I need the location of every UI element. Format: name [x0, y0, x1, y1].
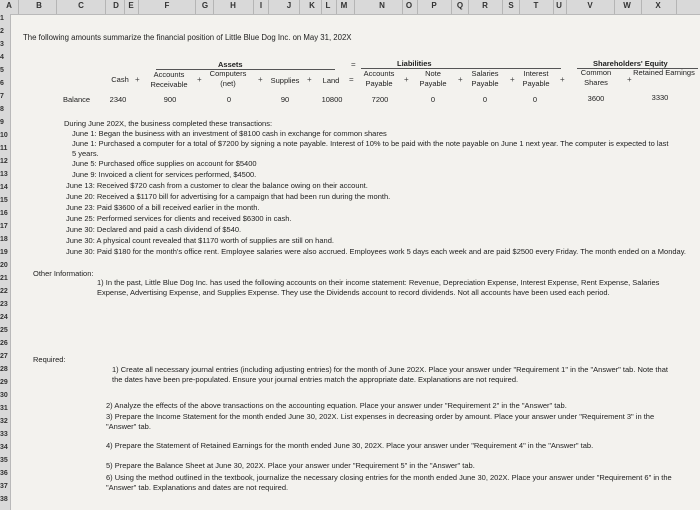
transaction-line: June 1: Began the business with an investment of $8100 cash in exchange for common shares	[72, 129, 387, 138]
column-header-i[interactable]: I	[259, 1, 263, 10]
column-divider[interactable]	[18, 0, 19, 14]
worksheet-area[interactable]	[11, 15, 700, 510]
note-payable-header: Note Payable	[419, 69, 447, 88]
equity-heading: Shareholders' Equity	[593, 59, 668, 68]
column-divider[interactable]	[614, 0, 615, 14]
row-header[interactable]: 22	[0, 288, 8, 295]
plus-sign: +	[197, 75, 202, 84]
equals-sign: =	[349, 75, 354, 84]
column-header-v[interactable]: V	[587, 1, 593, 10]
row-header[interactable]: 33	[0, 431, 8, 438]
row-header[interactable]: 9	[0, 119, 4, 126]
assets-heading: Assets	[218, 60, 243, 69]
row-header[interactable]: 14	[0, 184, 8, 191]
supplies-header: Supplies	[270, 76, 300, 85]
row-header[interactable]: 17	[0, 223, 8, 230]
transaction-line: June 30: A physical count revealed that $1170 worth of supplies are still on hand.	[66, 236, 334, 245]
balance-label: Balance	[63, 95, 91, 104]
column-header-s[interactable]: S	[508, 1, 514, 10]
row-header[interactable]: 7	[0, 93, 4, 100]
row-header[interactable]: 5	[0, 67, 4, 74]
other-information-text: 1) In the past, Little Blue Dog Inc. has used the following accounts on their income statement: Revenue, Depreciation Expense, Interest Expense, Rent Expense, Salaries Expense, Advertising Expense, and Supplies Expense. They use the Dividends account to record dividends. Not all accounts have been used each period.	[97, 278, 660, 297]
row-header[interactable]: 23	[0, 301, 8, 308]
column-divider[interactable]	[417, 0, 418, 14]
row-header[interactable]: 29	[0, 379, 8, 386]
column-divider[interactable]	[641, 0, 642, 14]
row-header[interactable]: 8	[0, 106, 4, 113]
row-header[interactable]: 24	[0, 314, 8, 321]
row-header[interactable]: 13	[0, 171, 8, 178]
row-header[interactable]: 19	[0, 249, 8, 256]
other-information-label: Other Information:	[33, 269, 94, 278]
row-header[interactable]: 20	[0, 262, 8, 269]
row-header[interactable]: 34	[0, 444, 8, 451]
transaction-line: June 13: Received $720 cash from a customer to clear the balance owing on their account.	[66, 181, 368, 190]
retained-earnings-balance-cell[interactable]: 3330	[651, 93, 669, 102]
row-header[interactable]: 2	[0, 28, 4, 35]
row-header[interactable]: 10	[0, 132, 8, 139]
row-header[interactable]: 21	[0, 275, 8, 282]
column-header-h[interactable]: H	[230, 1, 236, 10]
column-header-w[interactable]: W	[623, 1, 631, 10]
column-header-p[interactable]: P	[431, 1, 437, 10]
row-header[interactable]: 3	[0, 41, 4, 48]
column-header-c[interactable]: C	[78, 1, 84, 10]
sp-balance-cell[interactable]: 0	[482, 95, 488, 104]
common-shares-balance-cell[interactable]: 3600	[587, 94, 605, 103]
equals-sign: =	[351, 60, 356, 69]
transaction-line: June 30: Declared and paid a cash dividend of $540.	[66, 225, 242, 234]
column-header-a[interactable]: A	[6, 1, 12, 10]
plus-sign: +	[627, 75, 632, 84]
transaction-line: June 30: Paid $180 for the month's office rent. Employee salaries were also accrued. Employees work 5 days each week and are paid $2500 every Friday. The month ended on a Monday.	[66, 247, 686, 256]
row-header[interactable]: 26	[0, 340, 8, 347]
row-header[interactable]: 11	[0, 145, 8, 152]
computers-balance-cell[interactable]: 0	[226, 95, 232, 104]
transaction-line: June 5: Purchased office supplies on account for $5400	[72, 159, 257, 168]
column-header-j[interactable]: J	[286, 1, 292, 10]
ip-balance-cell[interactable]: 0	[532, 95, 538, 104]
column-header-d[interactable]: D	[113, 1, 119, 10]
row-header[interactable]: 30	[0, 392, 8, 399]
column-divider[interactable]	[268, 0, 269, 14]
column-divider[interactable]	[213, 0, 214, 14]
column-divider[interactable]	[299, 0, 300, 14]
ar-balance-cell[interactable]: 900	[163, 95, 177, 104]
requirement-item: 3) Prepare the Income Statement for the month ended June 30, 202X. List expenses in decreasing order by amount. Place your answer under "Requirement 3" in the "Answer" tab.	[106, 412, 655, 431]
requirement-item: 4) Prepare the Statement of Retained Earnings for the month ended June 30, 202X. Place your answer under "Requirement 4" in the "Answer" tab.	[106, 441, 594, 450]
plus-sign: +	[135, 75, 140, 84]
row-header[interactable]: 4	[0, 54, 4, 61]
plus-sign: +	[258, 75, 263, 84]
column-divider[interactable]	[502, 0, 503, 14]
row-header[interactable]: 12	[0, 158, 8, 165]
column-header-t[interactable]: T	[533, 1, 539, 10]
plus-sign: +	[458, 75, 463, 84]
requirement-item: 6) Using the method outlined in the textbook, journalize the necessary closing entries for the month ended June 30, 202X. Place your answer under "Requirement 6" in the "Answer" tab. Explanations and dates are not required.	[106, 473, 672, 492]
row-header[interactable]: 1	[0, 15, 4, 22]
column-divider[interactable]	[195, 0, 196, 14]
plus-sign: +	[307, 75, 312, 84]
accounts-receivable-header: Accounts Receivable	[150, 70, 188, 89]
requirement-item: 2) Analyze the effects of the above transactions on the accounting equation. Place your answer under "Requirement 2" in the "Answer" tab.	[106, 401, 567, 410]
accounts-payable-header: Accounts Payable	[363, 69, 395, 88]
computers-header: Computers (net)	[209, 69, 247, 88]
column-divider[interactable]	[451, 0, 452, 14]
column-header-u[interactable]: U	[556, 1, 562, 10]
intro-text: The following amounts summarize the financial position of Little Blue Dog Inc. on May 31, 202X	[23, 33, 352, 42]
column-header-bar	[0, 0, 700, 15]
row-header[interactable]: 18	[0, 236, 8, 243]
column-divider[interactable]	[105, 0, 106, 14]
row-header[interactable]: 35	[0, 457, 8, 464]
column-divider[interactable]	[566, 0, 567, 14]
plus-sign: +	[404, 75, 409, 84]
transactions-intro: During June 202X, the business completed these transactions:	[64, 119, 273, 128]
retained-earnings-header: Retained Earnings	[633, 68, 695, 77]
row-header[interactable]: 38	[0, 496, 8, 503]
row-header[interactable]: 6	[0, 80, 4, 87]
column-header-q[interactable]: Q	[456, 1, 464, 10]
cash-balance-cell[interactable]: 2340	[109, 95, 127, 104]
column-header-m[interactable]: M	[340, 1, 348, 10]
transaction-line: June 23: Paid $3600 of a bill received earlier in the month.	[66, 203, 260, 212]
column-header-o[interactable]: O	[405, 1, 413, 10]
row-header[interactable]: 16	[0, 210, 8, 217]
cash-header: Cash	[111, 75, 129, 84]
transaction-line: June 20: Received a $1170 bill for advertising for a campaign that had been run during the month.	[66, 192, 391, 201]
row-header[interactable]: 32	[0, 418, 8, 425]
salaries-payable-header: Salaries Payable	[471, 69, 499, 88]
column-divider[interactable]	[56, 0, 57, 14]
land-header: Land	[322, 76, 340, 85]
column-header-e[interactable]: E	[128, 1, 134, 10]
required-label: Required:	[33, 355, 66, 364]
row-header[interactable]: 37	[0, 483, 8, 490]
interest-payable-header: Interest Payable	[522, 69, 550, 88]
land-balance-cell[interactable]: 10800	[321, 95, 343, 104]
column-header-k[interactable]: K	[309, 1, 315, 10]
np-balance-cell[interactable]: 0	[430, 95, 436, 104]
common-shares-header: Common Shares	[580, 68, 612, 87]
transaction-line: June 9: Invoiced a client for services performed, $4500.	[72, 170, 257, 179]
row-header[interactable]: 28	[0, 366, 8, 373]
transaction-line: June 1: Purchased a computer for a total of $7200 by signing a note payable. Interest of 10% to be paid with the note payable on June 1 next year. The computer is expected to last 5 years.	[72, 139, 669, 158]
row-header[interactable]: 25	[0, 327, 8, 334]
row-header-bar	[0, 14, 11, 510]
column-divider[interactable]	[138, 0, 139, 14]
column-divider[interactable]	[519, 0, 520, 14]
column-divider[interactable]	[676, 0, 677, 14]
column-header-n[interactable]: N	[379, 1, 385, 10]
requirement-item: 1) Create all necessary journal entries (including adjusting entries) for the month of June 202X. Place your answer under "Requirement 1" in the "Answer" tab. Note that the dates have been pre-populated. Ensure your journal entries match the appropriate date. Explanations are not required.	[112, 365, 668, 384]
ap-balance-cell[interactable]: 7200	[371, 95, 389, 104]
plus-sign: +	[560, 75, 565, 84]
transaction-line: June 25: Performed services for clients and received $6300 in cash.	[66, 214, 292, 223]
column-header-r[interactable]: R	[482, 1, 488, 10]
row-header[interactable]: 27	[0, 353, 8, 360]
column-divider[interactable]	[468, 0, 469, 14]
liabilities-heading: Liabilities	[397, 59, 432, 68]
column-header-x[interactable]: X	[655, 1, 661, 10]
column-header-b[interactable]: B	[36, 1, 42, 10]
column-divider[interactable]	[354, 0, 355, 14]
row-header[interactable]: 31	[0, 405, 8, 412]
column-header-g[interactable]: G	[201, 1, 209, 10]
plus-sign: +	[510, 75, 515, 84]
row-header[interactable]: 15	[0, 197, 8, 204]
supplies-balance-cell[interactable]: 90	[280, 95, 290, 104]
row-header[interactable]: 36	[0, 470, 8, 477]
column-header-f[interactable]: F	[164, 1, 170, 10]
requirement-item: 5) Prepare the Balance Sheet at June 30, 202X. Place your answer under "Requirement 5" in the "Answer" tab.	[106, 461, 475, 470]
column-header-l[interactable]: L	[325, 1, 331, 10]
